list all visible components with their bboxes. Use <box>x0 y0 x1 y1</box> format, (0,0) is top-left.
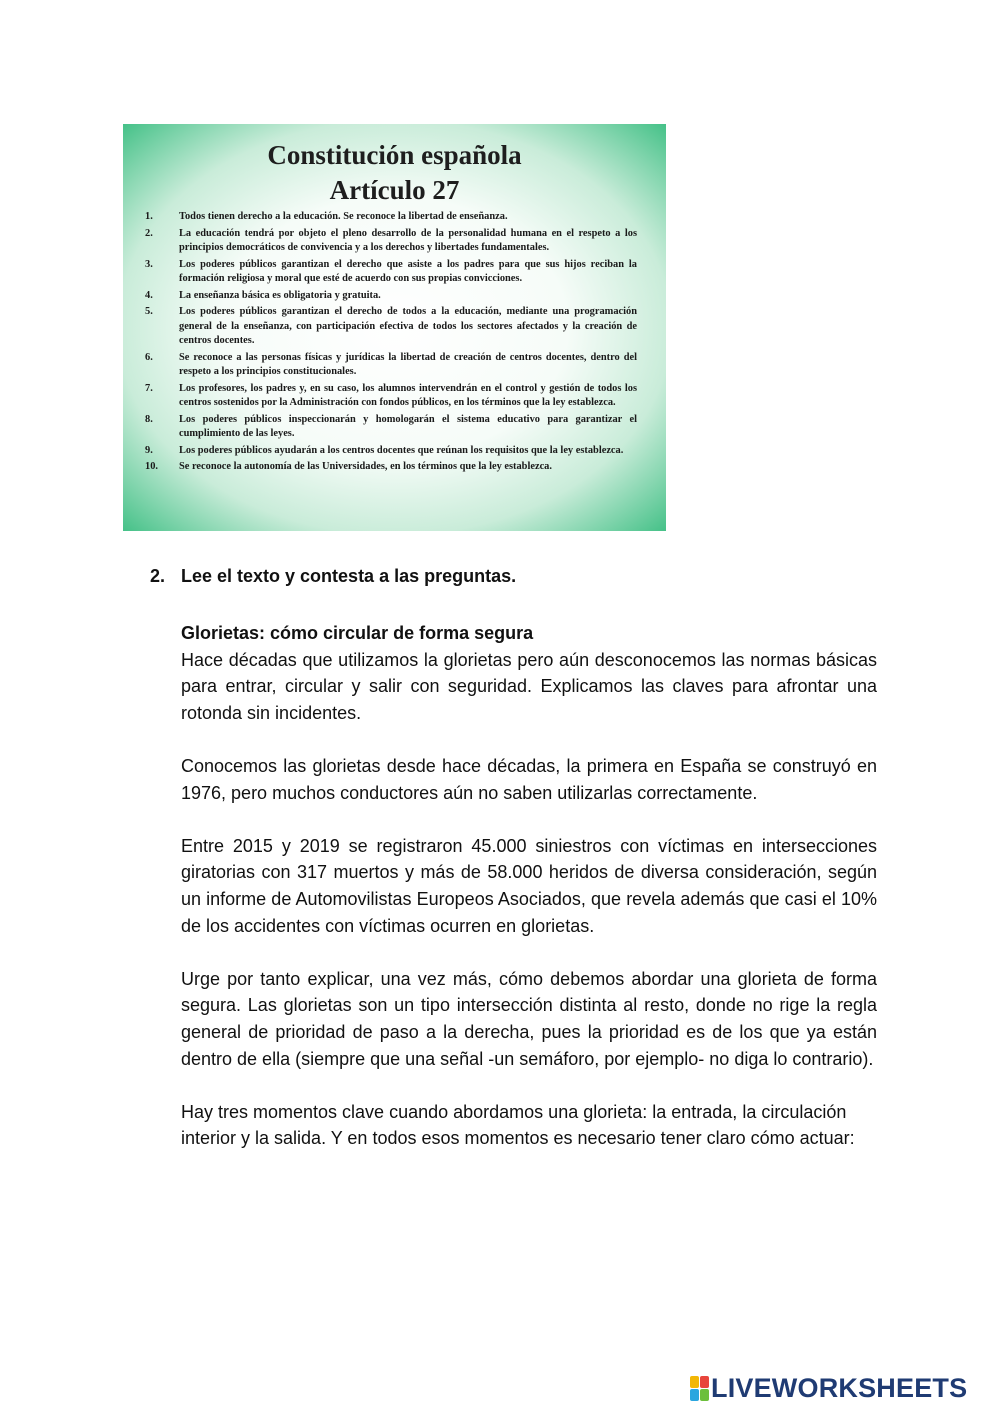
list-item <box>145 258 637 287</box>
article-number: 5. <box>145 306 153 318</box>
reading-text <box>181 620 877 1178</box>
article-number: 4. <box>145 289 153 301</box>
list-item <box>145 382 637 411</box>
article-text: La enseñanza básica es obligatoria y gratuita. <box>179 289 381 301</box>
constitution-subtitle: Artículo 27 <box>329 175 460 205</box>
list-item <box>145 210 637 224</box>
list-item <box>145 460 637 474</box>
list-item <box>145 227 637 256</box>
paragraph: Hay tres momentos clave cuando abordamos una glorieta: la entrada, la circulación interior y la salida. Y en todos esos momentos es necesario tener claro cómo actuar: <box>181 1101 855 1149</box>
paragraph: Conocemos las glorietas desde hace décadas, la primera en España se construyó en 1976, pero muchos conductores aún no saben utilizarlas correctamente. <box>181 755 877 803</box>
logo-text: LIVEWORKSHEETS <box>711 1372 968 1403</box>
article-number: 3. <box>145 258 153 270</box>
paragraph: Entre 2015 y 2019 se registraron 45.000 siniestros con víctimas en intersecciones giratorias con 317 muertos y más de 58.000 heridos de diversa consideración, según un informe de Automovilistas Europeos Asociados, que revela además que casi el 10% de los accidentes con víctimas ocurren en glorietas. <box>181 835 877 936</box>
article-number: 6. <box>145 351 153 363</box>
constitution-title: Constitución española <box>267 140 522 170</box>
article-text: Los poderes públicos garantizan el derecho de todos a la educación, mediante una programación general de la enseñanza, con participación efectiva de todos los sectores afectados y la creación de centros docentes. <box>179 306 637 346</box>
article-text: Los poderes públicos garantizan el derecho que asiste a los padres para que sus hijos reciban la formación religiosa y moral que esté de acuerdo con sus propias convicciones. <box>179 258 637 284</box>
constitution-image <box>123 124 666 531</box>
article-list <box>145 210 637 477</box>
article-text: Se reconoce la autonomía de las Universidades, en los términos que la ley establezca. <box>179 461 552 473</box>
article-title: Glorietas: cómo circular de forma segura <box>181 623 534 643</box>
article-number: 1. <box>145 211 153 222</box>
list-item <box>145 413 637 442</box>
logo-squares-icon <box>690 1376 708 1400</box>
question-heading <box>150 566 516 587</box>
article-number: 8. <box>145 413 153 425</box>
list-item <box>145 305 637 348</box>
article-number: 9. <box>145 444 153 456</box>
article-text: Los poderes públicos inspeccionarán y homologarán el sistema educativo para garantizar el cumplimiento de las leyes. <box>179 413 637 439</box>
list-item <box>145 351 637 380</box>
article-number: 2. <box>145 227 153 239</box>
article-text: La educación tendrá por objeto el pleno desarrollo de la personalidad humana en el respeto a los principios democráticos de convivencia y a los derechos y libertades fundamentales. <box>179 227 637 253</box>
article-number: 7. <box>145 382 153 394</box>
article-text: Los profesores, los padres y, en su caso, los alumnos intervendrán en el control y gestión de todos los centros sostenidos por la Administración con fondos públicos, en los términos que la ley establezca. <box>179 382 637 408</box>
article-text: Todos tienen derecho a la educación. Se reconoce la libertad de enseñanza. <box>179 211 508 222</box>
list-item <box>145 444 637 458</box>
list-item <box>145 289 637 303</box>
paragraph: Urge por tanto explicar, una vez más, cómo debemos abordar una glorieta de forma segura. Las glorietas son un tipo intersección distinta al resto, donde no rige la regla general de prioridad de paso a la derecha, pues la prioridad es de los que ya están dentro de ella (siempre que una señal -un semáforo, por ejemplo- no diga lo contrario). <box>181 968 877 1069</box>
paragraph: Hace décadas que utilizamos la glorietas pero aún desconocemos las normas básicas para entrar, circular y salir con seguridad. Explicamos las claves para afrontar una rotonda sin incidentes. <box>181 649 877 723</box>
question-number: 2. <box>150 566 166 586</box>
article-text: Se reconoce a las personas físicas y jurídicas la libertad de creación de centros docentes, dentro del respeto a los principios constitucionales. <box>179 351 637 377</box>
question-instruction: Lee el texto y contesta a las preguntas. <box>181 566 517 586</box>
liveworksheets-logo <box>690 1371 967 1405</box>
article-text: Los poderes públicos ayudarán a los centros docentes que reúnan los requisitos que la ley establezca. <box>179 444 624 456</box>
article-number: 10. <box>145 461 158 473</box>
